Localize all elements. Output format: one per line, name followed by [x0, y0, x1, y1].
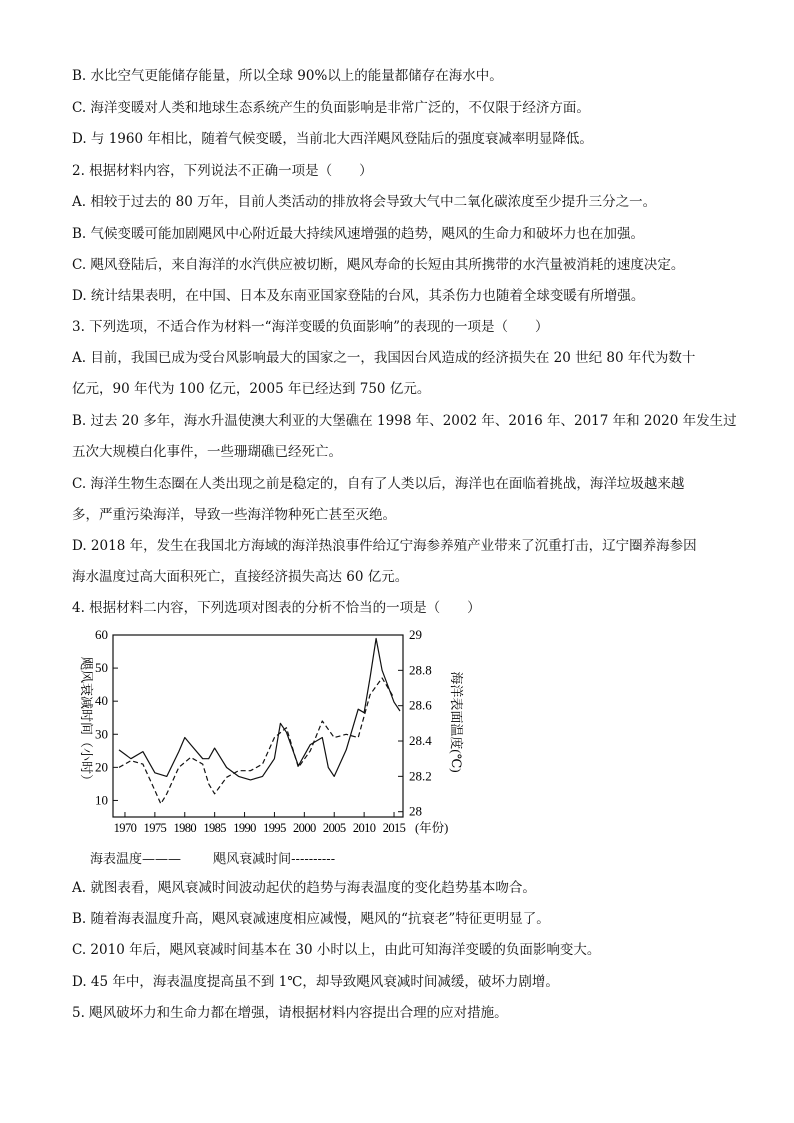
y-right-tick-label: 28.6: [409, 697, 432, 713]
text-line: 五次大规模白化事件，一些珊瑚礁已经死亡。: [72, 444, 342, 460]
x-axis-unit: (年份): [415, 821, 449, 835]
text-line: C. 海洋生物生态圈在人类出现之前是稳定的，自有了人类以后，海洋也在面临着挑战，海洋垃圾越来越: [72, 476, 685, 492]
y-left-tick-label: 20: [95, 759, 108, 775]
text-line: B. 水比空气更能储存能量，所以全球 90%以上的能量都储存在海水中。: [72, 68, 503, 84]
plot-frame: [113, 635, 403, 817]
text-line: 海水温度过高大面积死亡，直接经济损失高达 60 亿元。: [72, 569, 409, 585]
text-line: D. 2018 年，发生在我国北方海域的海洋热浪事件给辽宁海参养殖产业带来了沉重打击，辽宁圈养海参因: [72, 538, 697, 554]
legend-solid: 海表温度———: [90, 852, 182, 867]
text-line: 2. 根据材料内容，下列说法不正确一项是（ ）: [72, 163, 373, 179]
y-right-tick-label: 28.2: [409, 768, 432, 784]
answer-option-line: D. 45 年中，海表温度提高虽不到 1℃，却导致飓风衰减时间减缓，破坏力剧增。: [72, 974, 559, 990]
x-tick-label: 2015: [382, 821, 406, 835]
text-line: B. 气候变暖可能加剧飓风中心附近最大持续风速增强的趋势，飓风的生命力和破坏力也在加强。: [72, 226, 645, 242]
y-left-tick-label: 40: [95, 693, 108, 709]
text-line: C. 飓风登陆后，来自海洋的水汽供应被切断，飓风寿命的长短由其所携带的水汽量被消耗的速度决定。: [72, 257, 685, 273]
text-line: D. 统计结果表明，在中国、日本及东南亚国家登陆的台风，其杀伤力也随着全球变暖有所增强。: [72, 288, 645, 304]
x-tick-label: 1970: [113, 821, 137, 835]
y-left-tick-label: 60: [95, 627, 108, 642]
text-line: B. 过去 20 多年，海水升温使澳大利亚的大堡礁在 1998 年、2002 年、2016 年、2017 年和 2020 年发生过: [72, 413, 737, 429]
x-tick-label: 1985: [203, 821, 226, 835]
text-line: 4. 根据材料二内容，下列选项对图表的分析不恰当的一项是（ ）: [72, 600, 481, 616]
x-tick-label: 1980: [173, 821, 197, 835]
answer-option-line: A. 就图表看，飓风衰减时间波动起伏的趋势与海表温度的变化趋势基本吻合。: [72, 880, 536, 896]
x-tick-label: 2010: [352, 821, 376, 835]
y-left-tick-label: 50: [95, 660, 108, 676]
answer-option-line: C. 2010 年后，飓风衰减时间基本在 30 小时以上，由此可知海洋变暖的负面影响变大。: [72, 942, 601, 958]
x-tick-label: 2005: [322, 821, 346, 835]
answer-option-line: 5. 飓风破坏力和生命力都在增强，请根据材料内容提出合理的应对措施。: [72, 1005, 508, 1021]
chart-legend: [90, 848, 363, 867]
y-right-axis-label: 海洋表面温度(℃): [449, 671, 464, 773]
x-tick-label: 1990: [233, 821, 256, 835]
text-line: A. 目前，我国已成为受台风影响最大的国家之一，我国因台风造成的经济损失在 20 世纪 80 年代为数十: [72, 350, 696, 366]
text-line: 3. 下列选项，不适合作为材料一“海洋变暖的负面影响”的表现的一项是（ ）: [72, 319, 549, 335]
legend-dashed: 飓风衰减时间----------: [213, 852, 336, 867]
text-line: 亿元，90 年代为 100 亿元，2005 年已经达到 750 亿元。: [72, 381, 431, 397]
decay-time-series-line: [119, 678, 394, 804]
x-tick-label: 1975: [143, 821, 167, 835]
text-line: A. 相较于过去的 80 万年，目前人类活动的排放将会导致大气中二氧化碳浓度至少提升三分之一。: [72, 194, 657, 210]
text-line: 多，严重污染海洋，导致一些海洋物种死亡甚至灭绝。: [72, 507, 396, 523]
y-left-axis-label: 飓风衰减时间（小时）: [79, 656, 94, 788]
sea-temperature-series-line: [119, 639, 400, 780]
y-left-tick-label: 30: [95, 726, 108, 742]
answer-option-line: B. 随着海表温度升高，飓风衰减速度相应减慢，飓风的“抗衰老”特征更明显了。: [72, 911, 550, 927]
y-right-tick-label: 28.8: [409, 662, 432, 678]
text-line: D. 与 1960 年相比，随着气候变暖，当前北大西洋飓风登陆后的强度衰减率明显降低。: [72, 131, 593, 147]
y-right-tick-label: 28: [409, 803, 422, 819]
x-tick-label: 2000: [293, 821, 316, 835]
y-right-tick-label: 29: [409, 627, 422, 642]
hurricane-decay-chart: [66, 622, 486, 847]
x-tick-label: 1995: [263, 821, 286, 835]
text-line: C. 海洋变暖对人类和地球生态系统产生的负面影响是非常广泛的，不仅限于经济方面。: [72, 100, 590, 116]
y-right-tick-label: 28.4: [409, 733, 432, 749]
y-left-tick-label: 10: [95, 792, 108, 808]
